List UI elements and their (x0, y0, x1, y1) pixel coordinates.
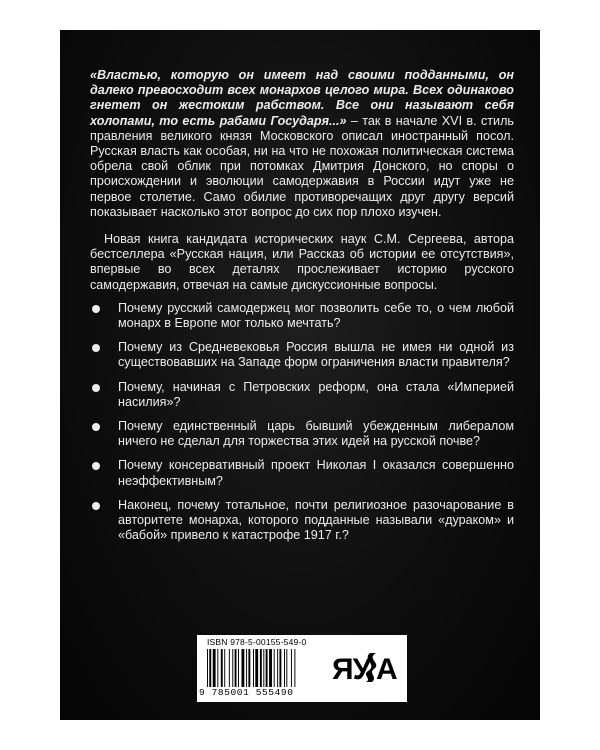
list-item (90, 340, 514, 370)
svg-text:А: А (376, 653, 398, 683)
question-text: Наконец, почему тотальное, почти религиозное разочарование в авторитете монарха, которого подданные называли «дураком» и «бабой» привело к катастрофе 1917 г.? (118, 497, 514, 543)
isbn-label: ISBN 978-5-00155-549-0 (207, 637, 307, 647)
question-text: Почему из Средневековья Россия вышла не имея ни одной из существовавших на Западе форм ограничения власти правителя? (118, 340, 514, 370)
svg-text:ЯУ: ЯУ (332, 653, 371, 683)
intro-paragraph (90, 68, 514, 220)
list-item (90, 498, 514, 544)
bullet-icon (92, 423, 100, 431)
question-list (90, 301, 514, 544)
list-item (90, 380, 514, 410)
barcode-digits: 9 785001 555490 (199, 687, 294, 698)
publisher-logo (332, 649, 400, 683)
bullet-icon (92, 502, 100, 510)
barcode-panel (197, 635, 407, 702)
back-cover (60, 30, 540, 720)
bullet-icon (92, 384, 100, 392)
opening-quote: «Властью, которую он имеет над своими подданными, он далеко превосходит всех монархов целого мира. Всех одинаково гнетет он жестоким рабством. Все они называют себя холопами, то есть рабами Государя...» (90, 68, 514, 128)
bullet-icon (92, 344, 100, 352)
question-text: Почему русский самодержец мог позволить себе то, о чем любой монарх в Европе мог только мечтать? (118, 300, 514, 331)
list-item (90, 458, 514, 488)
question-text: Почему единственный царь бывший убежденным либералом ничего не сделал для торжества этих идей на русской почве? (118, 419, 514, 449)
list-item (90, 301, 514, 331)
question-text: Почему, начиная с Петровских реформ, она стала «Империей насилия»? (118, 379, 514, 409)
bullet-icon (92, 305, 100, 313)
intro-text: – так в начале XVI в. стиль правления великого князя Московского описал иностранный посол. Русская власть как особая, ни на что не похожая политическая система обрела свой облик при потомках Дмитрия Донского, но споры о происхождении и эволюции самодержавия в России идут уже не первое столетие. Само обилие противоречащих друг другу версий показывает насколько этот вопрос до сих пор плохо изучен. (90, 113, 514, 219)
list-item (90, 419, 514, 449)
cover-text (90, 68, 514, 552)
question-text: Почему консервативный проект Николая I оказался совершенно неэффективным? (118, 458, 514, 488)
bullet-icon (92, 462, 100, 470)
barcode-bars (207, 649, 325, 687)
book-description: Новая книга кандидата исторических наук С.М. Сергеева, автора бестселлера «Русская нация, или Рассказ об истории ее отсутствия», впервые во всех деталях прослеживает историю русского самодержавия, отвечая на самые дискуссионные вопросы. (90, 232, 514, 292)
